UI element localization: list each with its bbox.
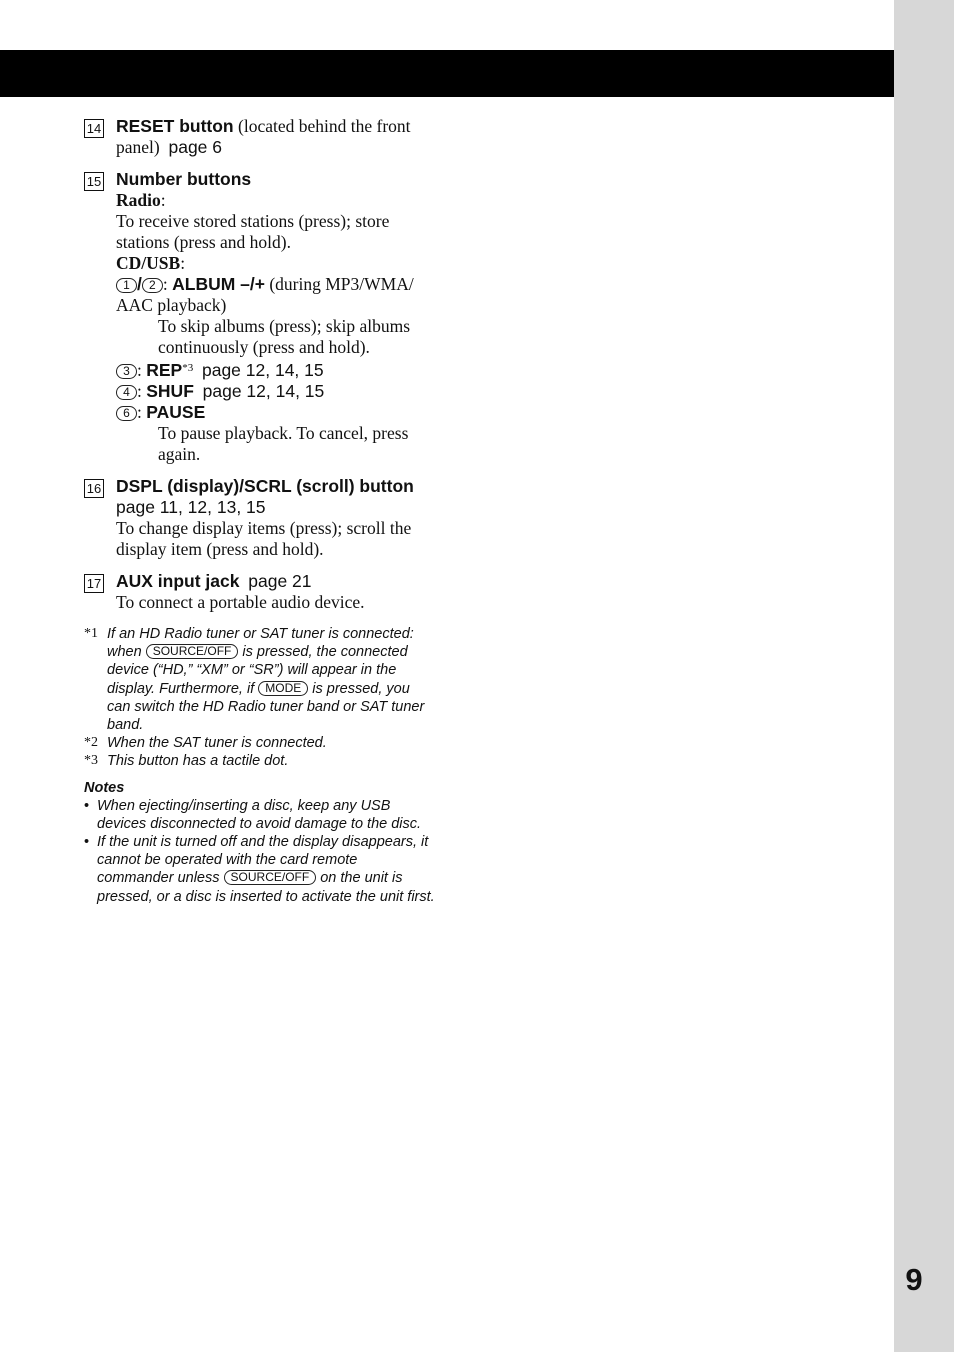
page-ref: page 6	[168, 137, 223, 157]
rep-label: REP	[146, 360, 183, 380]
key-3: 3	[116, 364, 137, 379]
note-2	[84, 833, 468, 906]
footnote-text: This button has a tactile dot.	[107, 753, 289, 770]
footnote-2	[84, 734, 468, 752]
page-ref: page 12, 14, 15	[201, 360, 324, 380]
page-number: 9	[905, 1262, 923, 1297]
pause-desc-2: again.	[158, 444, 201, 464]
key-6: 6	[116, 406, 137, 421]
item-number: 15	[84, 172, 104, 191]
key-1: 1	[116, 278, 137, 293]
key-2: 2	[142, 278, 163, 293]
item-number: 17	[84, 574, 104, 593]
shuf-label: SHUF	[146, 381, 194, 401]
footnote-3	[84, 752, 468, 770]
item-dspl-button	[84, 476, 468, 560]
note-text: If the unit is turned off and the display disappears, it	[97, 834, 429, 851]
album-desc-1: To skip albums (press); skip albums	[158, 316, 411, 336]
item-text: panel)	[116, 137, 160, 157]
bullet: •	[84, 797, 90, 814]
side-tab	[894, 0, 954, 1352]
item-reset-button	[84, 116, 468, 158]
footnote-text: device (“HD,” “XM” or “SR”) will appear in the	[107, 662, 397, 679]
page-ref: page 12, 14, 15	[202, 381, 325, 401]
footnote-text: If an HD Radio tuner or SAT tuner is connected:	[107, 626, 414, 642]
footnotes	[84, 625, 468, 771]
pause-label: PAUSE	[146, 402, 206, 422]
item-title: DSPL (display)/SCRL (scroll) button	[116, 476, 414, 496]
item-title: Number buttons	[116, 169, 252, 189]
item-title: AUX input jack	[116, 571, 240, 591]
footnote-mark: *3	[84, 753, 98, 769]
footnote-text: band.	[107, 717, 144, 734]
note-text: pressed, or a disc is inserted to activate the unit first.	[97, 888, 435, 905]
footnote-text: is pressed, you	[312, 680, 410, 697]
cdusb-label: CD/USB	[116, 253, 181, 273]
page-content	[84, 116, 468, 906]
footnote-text: is pressed, the connected	[242, 644, 408, 661]
page-ref: page 11, 12, 13, 15	[116, 497, 266, 517]
footnote-text: display. Furthermore, if	[107, 680, 255, 697]
item-desc-1: To change display items (press); scroll the	[116, 518, 412, 538]
item-desc-1: To connect a portable audio device.	[116, 592, 365, 612]
note-text: on the unit is	[320, 870, 403, 887]
album-label: ALBUM –/+	[172, 274, 265, 294]
footnote-mark: *2	[84, 735, 98, 751]
note-text: devices disconnected to avoid damage to the disc.	[97, 815, 422, 832]
item-number-buttons: 15 Number buttons Radio: To receive stored stations (press); store stations (press and hold). CD/USB: 1 / 2 : ALBUM –/+ (during MP3/WMA/ AAC playback) To skip albums (press); skip albums continuously (press and hold). 3 : REP$^{*3}$ page 12, 14, 15 4 : SHUF page 12, 14, 15 6 : PAUSE To pause playback. To cancel, press again.	[84, 169, 468, 465]
radio-label: Radio	[116, 190, 161, 210]
album-desc-2: continuously (press and hold).	[158, 337, 370, 357]
note-1	[84, 797, 468, 833]
radio-text-2: stations (press and hold).	[116, 232, 291, 252]
bullet: •	[84, 834, 90, 851]
source-off-key: SOURCE/OFF	[224, 870, 317, 885]
page-ref: page 21	[248, 571, 312, 591]
rep-footnote-mark: *3	[182, 362, 194, 374]
note-text: commander unless	[97, 870, 220, 887]
item-aux-input	[84, 571, 468, 613]
footnote-mark: *1	[84, 626, 98, 641]
footnote-text: When the SAT tuner is connected.	[107, 735, 327, 752]
footnote-text: can switch the HD Radio tuner band or SAT tuner	[107, 698, 425, 715]
item-desc-2: display item (press and hold).	[116, 539, 324, 559]
note-text: When ejecting/inserting a disc, keep any USB	[97, 797, 391, 814]
album-line-2: AAC playback)	[116, 295, 227, 315]
header-bar	[0, 50, 894, 97]
footnote-1	[84, 625, 468, 734]
notes-title: Notes	[84, 779, 125, 796]
pause-desc-1: To pause playback. To cancel, press	[158, 423, 409, 443]
footnote-text: when	[107, 644, 142, 661]
item-title: RESET button	[116, 116, 234, 136]
item-number: 14	[84, 119, 104, 138]
radio-text-1: To receive stored stations (press); store	[116, 211, 390, 231]
item-title-suffix: (located behind the front	[233, 116, 411, 136]
item-number: 16	[84, 479, 104, 498]
album-suffix: (during MP3/WMA/	[264, 274, 414, 294]
key-4: 4	[116, 385, 137, 400]
note-text: cannot be operated with the card remote	[97, 852, 358, 869]
mode-key: MODE	[258, 681, 308, 696]
source-off-key: SOURCE/OFF	[146, 644, 239, 659]
